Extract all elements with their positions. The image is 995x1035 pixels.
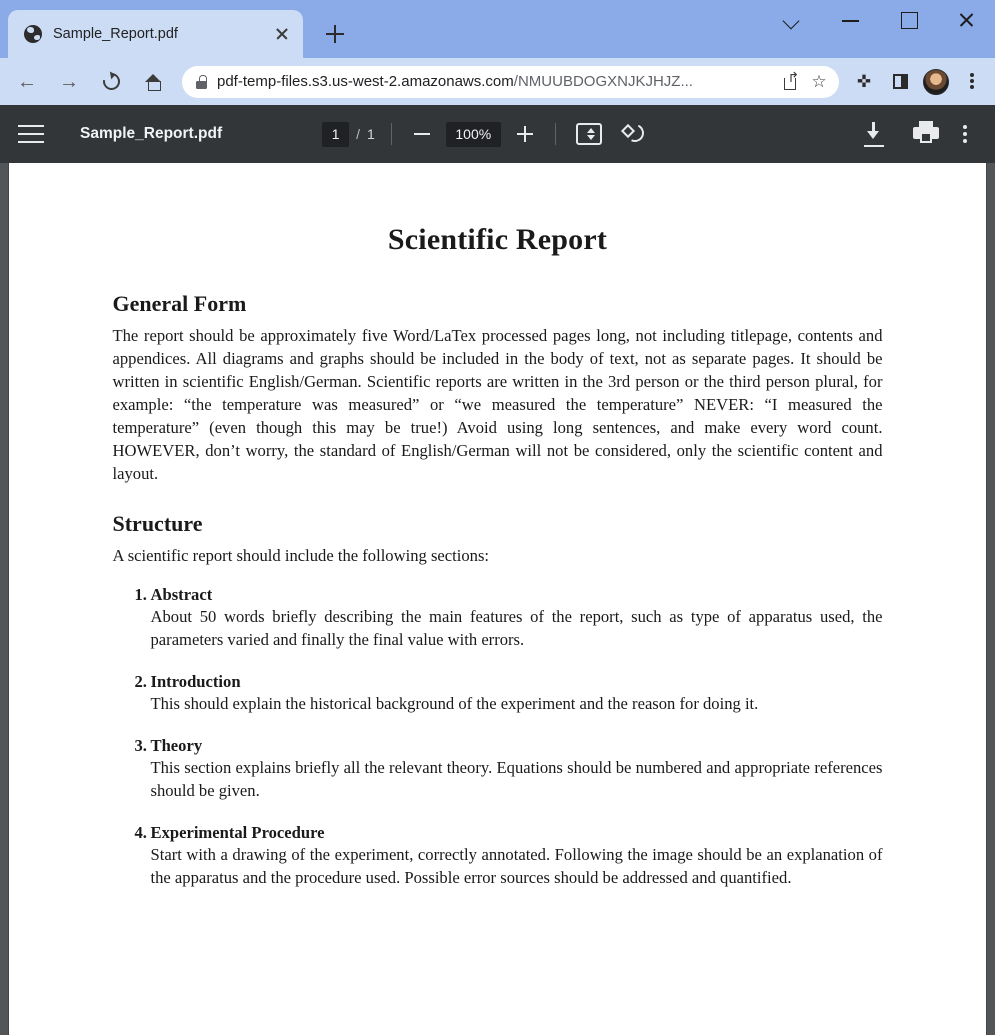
structure-list xyxy=(113,585,883,889)
section-text-general-form: The report should be approximately five Word/LaTex processed pages long, not including titlepage, contents and appendices. All diagrams and graphs should be included in the body of text, not as separate pages. It should be written in scientific English/German. Scientific reports are written in the 3rd person or the third person plural, for example: “the temperature was measured” or “we measured the temperature” NEVER: “I measured the temperature” (even though this may be true!) Avoid using long sentences, and make every word count. HOWEVER, don’t worry, the standard of English/German will not be considered, only the scientific content and layout. xyxy=(112,326,883,483)
list-item xyxy=(113,672,883,715)
window-close-icon[interactable] xyxy=(937,0,995,40)
list-item-number: 3. xyxy=(134,736,147,755)
share-icon xyxy=(784,74,799,89)
pdf-actions xyxy=(859,121,977,147)
chevron-down-icon[interactable] xyxy=(763,0,821,40)
side-panel-button[interactable] xyxy=(883,65,917,99)
download-head xyxy=(867,131,879,139)
lock-icon xyxy=(196,75,207,89)
hamburger-line xyxy=(18,133,44,135)
zoom-level-display[interactable]: 100% xyxy=(446,122,501,147)
share-button[interactable] xyxy=(777,68,805,96)
close-icon[interactable] xyxy=(271,23,293,45)
divider xyxy=(555,123,556,145)
list-item-body xyxy=(151,823,883,889)
window-controls xyxy=(763,0,995,40)
page-separator: / xyxy=(356,126,360,142)
browser-menu-button[interactable] xyxy=(955,65,989,99)
document-title: Scientific Report xyxy=(387,223,608,256)
pdf-page-controls xyxy=(322,120,648,148)
pdf-filename: Sample_Report.pdf xyxy=(80,125,223,142)
list-item-title: Theory xyxy=(150,736,203,755)
rotate-counterclockwise-icon[interactable] xyxy=(622,121,648,147)
reload-button[interactable] xyxy=(94,65,128,99)
section-heading-general-form: General Form xyxy=(112,291,247,316)
zoom-out-button[interactable] xyxy=(408,120,436,148)
kebab-menu-icon xyxy=(970,73,974,77)
print-icon[interactable] xyxy=(911,121,941,147)
hamburger-line xyxy=(18,141,44,143)
list-item-number: 2. xyxy=(134,672,147,691)
forward-button[interactable] xyxy=(52,65,86,99)
list-item xyxy=(113,736,883,802)
reload-icon xyxy=(99,70,123,94)
home-button[interactable] xyxy=(136,65,170,99)
bookmark-button[interactable] xyxy=(805,68,833,96)
section-heading-structure: Structure xyxy=(112,511,203,536)
divider xyxy=(391,123,392,145)
minimize-icon[interactable] xyxy=(821,0,879,40)
page-number-input[interactable]: 1 xyxy=(322,122,349,147)
section-text-structure: A scientific report should include the following sections: xyxy=(112,546,490,565)
star-icon: ☆ xyxy=(811,71,827,91)
page-total: 1 xyxy=(367,126,375,142)
list-item-text: Start with a drawing of the experiment, correctly annotated. Following the image should be an explanation of the apparatus and the procedure used. Possible error sources should be addressed and quantified. xyxy=(150,845,883,887)
back-button[interactable] xyxy=(10,65,44,99)
tab-title: Sample_Report.pdf xyxy=(53,26,178,42)
url-host: pdf-temp-files.s3.us-west-2.amazonaws.com xyxy=(217,73,514,90)
list-item xyxy=(113,585,883,651)
list-item-title: Introduction xyxy=(150,672,241,691)
list-item-title: Abstract xyxy=(150,585,213,604)
download-icon[interactable] xyxy=(859,121,889,147)
fit-to-page-icon[interactable] xyxy=(576,123,602,145)
globe-icon xyxy=(24,25,42,43)
tab-strip xyxy=(0,0,995,58)
list-item-number: 4. xyxy=(134,823,147,842)
sidebar-toggle-button[interactable] xyxy=(18,125,44,143)
back-arrow-icon: ← xyxy=(17,70,37,93)
list-item-text: This section explains briefly all the relevant theory. Equations should be numbered and appropriate references should be given. xyxy=(150,758,883,800)
pdf-viewer-area[interactable] xyxy=(0,163,995,1035)
document-content xyxy=(113,223,883,889)
browser-tab[interactable] xyxy=(8,10,303,58)
zoom-in-button[interactable] xyxy=(511,120,539,148)
url-text xyxy=(217,73,777,90)
pdf-toolbar xyxy=(0,105,995,163)
list-item-text: This should explain the historical background of the experiment and the reason for doing it. xyxy=(150,694,759,713)
list-item-body xyxy=(151,672,883,715)
list-item-body xyxy=(151,736,883,802)
list-item xyxy=(113,823,883,889)
download-base xyxy=(864,145,884,147)
pdf-page xyxy=(9,163,986,1035)
forward-arrow-icon: → xyxy=(59,70,79,93)
list-item-number: 1. xyxy=(134,585,147,604)
address-bar[interactable] xyxy=(182,66,839,98)
url-path: /NMUUBDOGXNJKJHJZ... xyxy=(513,73,693,90)
list-item-title: Experimental Procedure xyxy=(150,823,325,842)
side-panel-icon xyxy=(893,74,908,89)
home-icon xyxy=(145,74,161,90)
avatar[interactable] xyxy=(923,69,949,95)
new-tab-button[interactable] xyxy=(315,14,355,54)
browser-toolbar xyxy=(0,58,995,105)
list-item-text: About 50 words briefly describing the main features of the report, such as type of apparatus used, the parameters varied and finally the final value with errors. xyxy=(150,607,883,649)
pdf-more-actions-icon[interactable] xyxy=(963,132,967,136)
maximize-icon[interactable] xyxy=(879,0,937,40)
hamburger-line xyxy=(18,125,44,127)
list-item-body xyxy=(151,585,883,651)
puzzle-icon: ✜ xyxy=(856,71,872,91)
extensions-button[interactable] xyxy=(847,65,881,99)
print-paper xyxy=(920,132,932,143)
